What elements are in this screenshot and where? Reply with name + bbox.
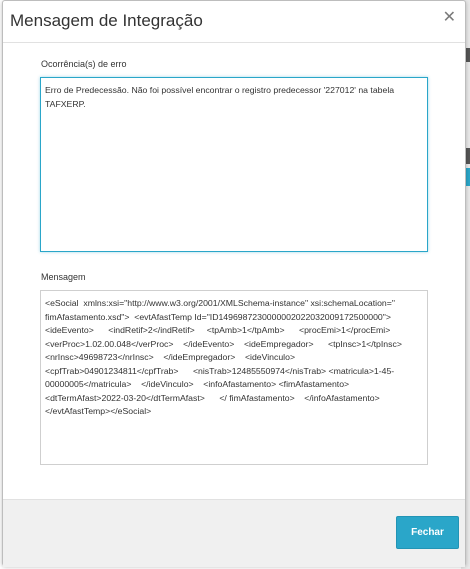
message-textarea[interactable]: <eSocial xmlns:xsi="http://www.w3.org/2001/XMLSchema-instance" xsi:schemaLocation=" fimAfastamento.xsd"> <evtAfastTemp Id="ID1496987230000002022032009172500000"> <ideEvento> <indRetif>2</indRetif> <tpAmb>1</tpAmb> <procEmi>1</procEmi> <verProc>1.02.00.048</verProc> </ideEvento> <ideEmpregador> <tpInsc>1</tpInsc> <nrInsc>49698723</nrInsc> </ideEmpregador> <ideVinculo> <cpfTrab>04901234811</cpfTrab> <nisTrab>12485550974</nisTrab> <matricula>1-45-00000005</matricula> </ideVinculo> <infoAfastamento> <fimAfastamento> <dtTermAfast>2022-03-20</dtTermAfast> </ fimAfastamento> </infoAfastamento> </evtAfastTemp></eSocial>	[40, 290, 428, 465]
integration-message-dialog	[2, 0, 466, 566]
dialog-footer	[3, 499, 465, 567]
close-icon[interactable]: ✕	[442, 9, 456, 26]
dialog-title: Mensagem de Integração	[10, 11, 203, 30]
close-button[interactable]: Fechar	[396, 516, 459, 549]
error-textarea[interactable]: Erro de Predecessão. Não foi possível encontrar o registro predecessor '227012' na tabela TAFXERP.	[40, 77, 428, 252]
backdrop-mark	[466, 168, 470, 186]
dialog-body	[3, 44, 465, 499]
backdrop-mark	[466, 148, 470, 164]
backdrop-mark	[466, 48, 470, 62]
dialog-header	[3, 1, 465, 43]
message-label: Mensagem	[41, 272, 86, 282]
error-label: Ocorrência(s) de erro	[41, 59, 127, 69]
